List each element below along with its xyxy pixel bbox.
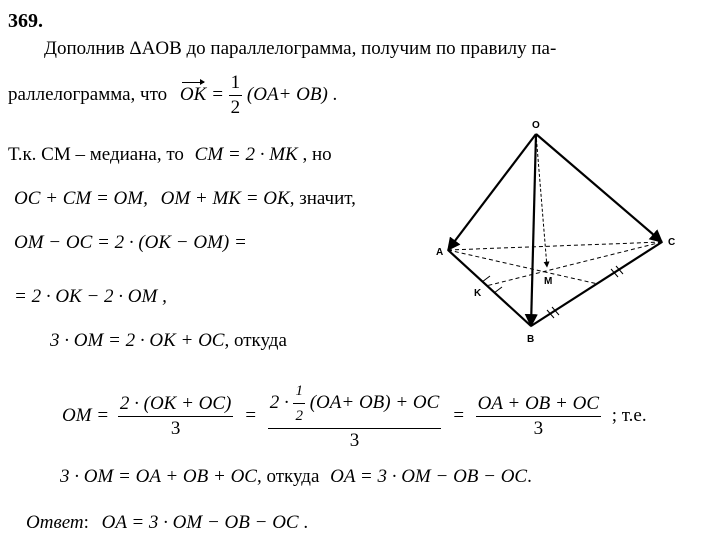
eq1-end: .	[332, 83, 338, 105]
edge-AC-hidden	[448, 242, 662, 250]
answer-label: Ответ	[26, 512, 84, 533]
answer-line: Ответ: OA = 3 · OM − OB − OC .	[26, 512, 309, 533]
eq1-rhs: (OA+ OB)	[246, 83, 328, 105]
label-M: M	[544, 276, 553, 287]
median-prefix: Т.к. CM – медиана, то	[8, 144, 184, 165]
big-frac-2: 2 · $\frac{1}{2}$ (OA+ OB) + OC 3	[269, 383, 440, 451]
problem-number: 369.	[8, 10, 43, 32]
label-K: K	[474, 288, 482, 299]
label-O: O	[532, 120, 540, 131]
step-1: OM − OC = 2 · (OK − OM) =	[14, 232, 247, 253]
step-3: 3 · OM = 2 · OK + OC, откуда	[50, 330, 287, 351]
final-line: 3 · OM = OA + OB + OC, откуда OA = 3 · OM − OB − OC.	[60, 466, 532, 487]
eq1-fraction: $\frac{1}{2}$	[230, 72, 241, 118]
edge-OB	[531, 134, 536, 326]
median-AM	[448, 250, 598, 284]
tick-K1	[482, 276, 490, 282]
vector-sums-line: OC + CM = OM, OM + MK = OK, значит,	[14, 188, 356, 209]
label-C: C	[668, 237, 676, 248]
big-frac-1: $\frac{2 \cdot (OK + OC)}{3}$	[119, 392, 232, 439]
label-B: B	[527, 334, 535, 345]
edge-OC	[536, 134, 662, 242]
median-suffix: , но	[302, 144, 332, 165]
median-line	[8, 144, 332, 166]
edge-OA	[448, 134, 536, 250]
answer-eq: OA = 3 · OM − OB − OC	[101, 512, 299, 533]
eq1-lhs: OK =	[179, 83, 224, 105]
big-lhs: OM =	[62, 405, 110, 426]
edge-AB	[448, 250, 531, 326]
sum-eq-b: OM + MK = OK	[160, 188, 290, 209]
sum-eq-a: OC + CM = OM	[14, 188, 144, 209]
tick-K2	[494, 287, 502, 293]
intro-line-1: Дополнив ΔAOB до параллелограмма, получим по правилу па-	[44, 38, 557, 59]
segment-OM	[536, 134, 547, 267]
label-A: A	[436, 247, 444, 258]
step-2: = 2 · OK − 2 · OM ,	[14, 286, 167, 307]
tetrahedron-figure	[428, 112, 678, 352]
intro-line-2-text: раллелограмма, что	[8, 83, 168, 105]
median-CK	[486, 242, 662, 286]
big-frac-3: $\frac{OA + OB + OC}{3}$	[477, 392, 600, 439]
intro-line-2	[8, 72, 337, 119]
median-eq: CM = 2 · MK	[194, 144, 298, 165]
big-formula: OM = $\frac{2 \cdot (OK + OC)}{3}$ = 2 · $\frac{1}{2}$ (OA+ OB) + OC 3 = $\frac{OA + OB + OC}{3}$ ; т.е.	[62, 380, 647, 452]
